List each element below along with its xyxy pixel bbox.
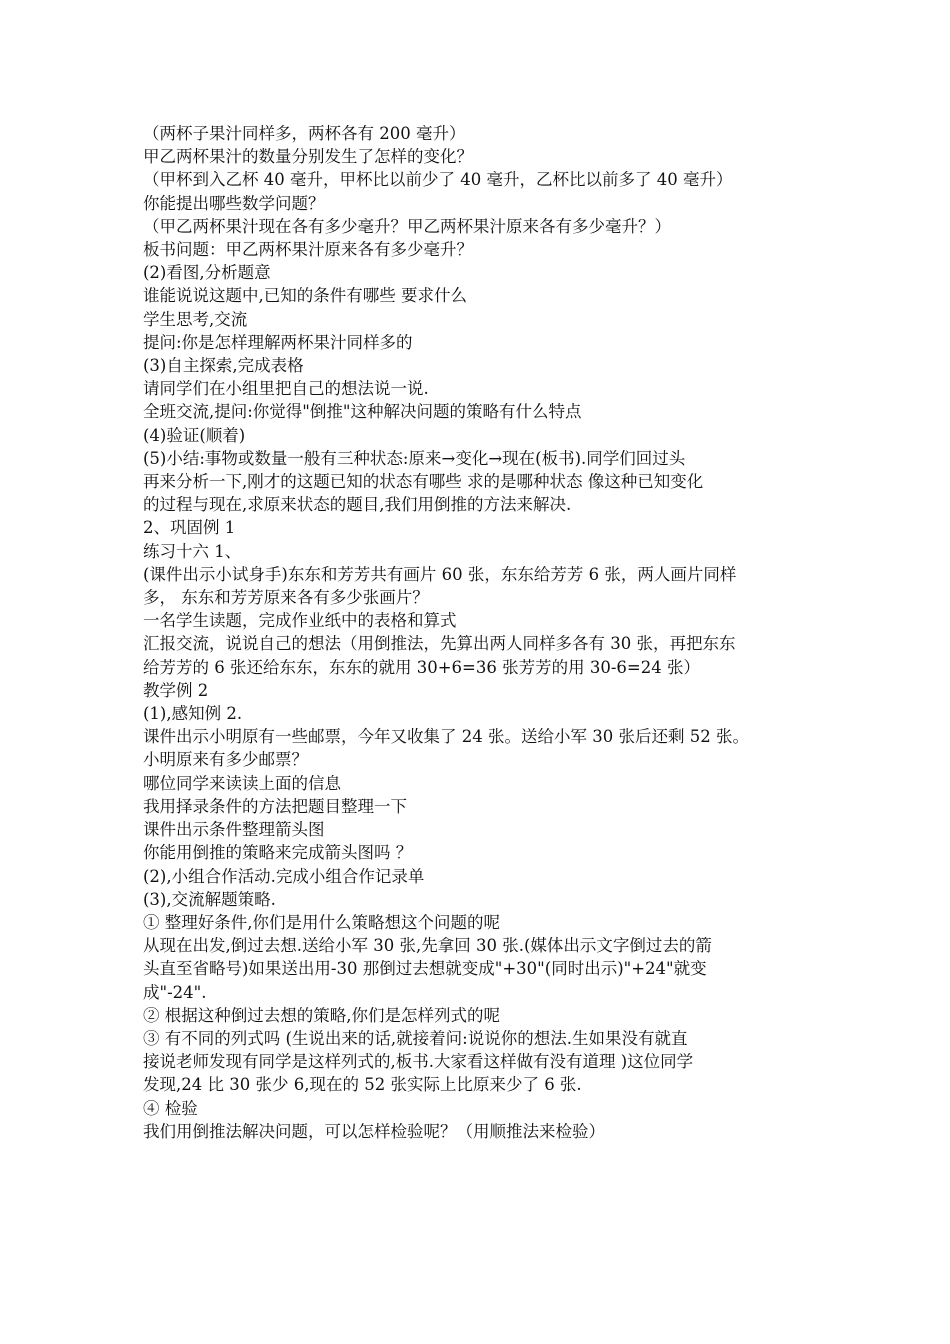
text-line: 多， 东东和芳芳原来各有多少张画片？: [143, 588, 429, 608]
text-line: ② 根据这种倒过去想的策略,你们是怎样列式的呢: [143, 1005, 500, 1025]
text-line: （甲杯到入乙杯 40 毫升，甲杯比以前少了 40 毫升，乙杯比以前多了 40 毫升）: [143, 170, 733, 190]
text-line: (2)看图,分析题意: [143, 263, 271, 283]
text-line: 你能用倒推的策略来完成箭头图吗 ？: [143, 843, 413, 863]
text-line: 头直至省略号)如果送出用-30 那倒过去想就变成"+30"(同时出示)"+24"就变: [143, 959, 707, 979]
text-line: 全班交流,提问:你觉得"倒推"这种解决问题的策略有什么特点: [143, 402, 582, 422]
text-line: (课件出示小试身手)东东和芳芳共有画片 60 张，东东给芳芳 6 张，两人画片同样: [143, 564, 737, 584]
text-line: 我们用倒推法解决问题，可以怎样检验呢？（用顺推法来检验）: [143, 1121, 605, 1141]
text-line: 再来分析一下,刚才的这题已知的状态有哪些 求的是哪种状态 像这种已知变化: [143, 472, 704, 492]
text-line: 课件出示小明原有一些邮票，今年又收集了 24 张。送给小军 30 张后还剩 52 张。: [143, 727, 749, 747]
text-line: (5)小结:事物或数量一般有三种状态:原来→变化→现在(板书).同学们回过头: [143, 448, 686, 468]
text-line: 甲乙两杯果汁的数量分别发生了怎样的变化？: [143, 147, 473, 167]
text-line: （甲乙两杯果汁现在各有多少毫升？甲乙两杯果汁原来各有多少毫升？）: [143, 216, 671, 236]
text-line: ③ 有不同的列式吗 (生说出来的话,就接着问:说说你的想法.生如果没有就直: [143, 1028, 688, 1048]
text-line: 板书问题：甲乙两杯果汁原来各有多少毫升？: [143, 240, 473, 260]
text-line: 谁能说说这题中,已知的条件有哪些 要求什么: [143, 286, 467, 306]
text-line: 的过程与现在,求原来状态的题目,我们用倒推的方法来解决.: [143, 495, 572, 515]
text-line: (3)自主探索,完成表格: [143, 356, 304, 376]
text-line: ① 整理好条件,你们是用什么策略想这个问题的呢: [143, 912, 500, 932]
text-line: 学生思考,交流: [143, 309, 248, 329]
text-line: 一名学生读题，完成作业纸中的表格和算式: [143, 611, 457, 631]
text-line: 提问:你是怎样理解两杯果汁同样多的: [143, 332, 413, 352]
text-line: ④ 检验: [143, 1098, 198, 1118]
document-body: [143, 122, 813, 1143]
text-line: (1),感知例 2.: [143, 704, 243, 724]
text-line: (2),小组合作活动.完成小组合作记录单: [143, 866, 425, 886]
text-line: 练习十六 1、: [143, 541, 242, 561]
text-line: 给芳芳的 6 张还给东东，东东的就用 30+6=36 张芳芳的用 30-6=24 张）: [143, 657, 700, 677]
text-line: 课件出示条件整理箭头图: [143, 820, 325, 840]
text-line: 你能提出哪些数学问题？: [143, 193, 325, 213]
text-line: 小明原来有多少邮票？: [143, 750, 308, 770]
text-line: 哪位同学来读读上面的信息: [143, 773, 341, 793]
text-line: 从现在出发,倒过去想.送给小军 30 张,先拿回 30 张.(媒体出示文字倒过去的箭: [143, 936, 712, 956]
text-line: (3),交流解题策略.: [143, 889, 276, 909]
text-line: (4)验证(顺着): [143, 425, 246, 445]
text-line: 接说老师发现有同学是这样列式的,板书.大家看这样做有没有道理 )这位同学: [143, 1052, 694, 1072]
text-line: 汇报交流，说说自己的想法（用倒推法，先算出两人同样多各有 30 张，再把东东: [143, 634, 736, 654]
text-line: （两杯子果汁同样多，两杯各有 200 毫升）: [143, 124, 466, 143]
text-line: 我用择录条件的方法把题目整理一下: [143, 796, 407, 816]
text-line: 2、巩固例 1: [143, 518, 236, 538]
text-line: 发现,24 比 30 张少 6,现在的 52 张实际上比原来少了 6 张.: [143, 1075, 582, 1095]
text-line: 教学例 2: [143, 680, 209, 700]
text-line: 成"-24".: [143, 982, 207, 1002]
text-line: 请同学们在小组里把自己的想法说一说.: [143, 379, 429, 399]
